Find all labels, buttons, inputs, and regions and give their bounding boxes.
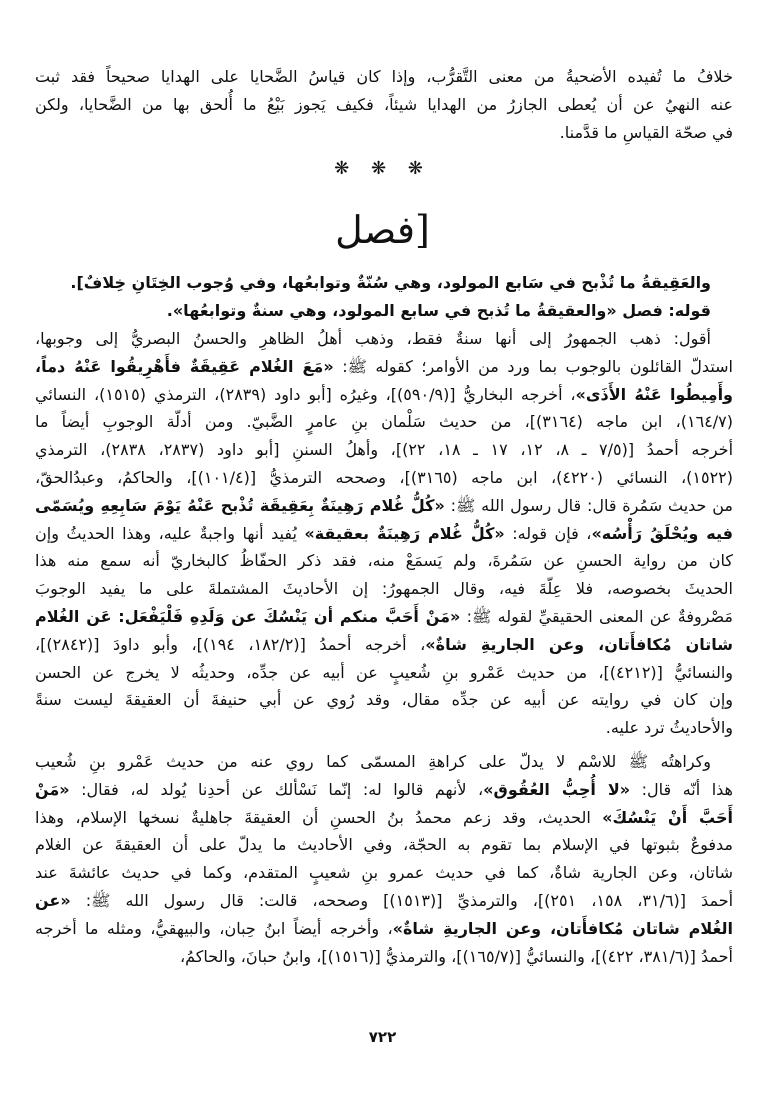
text-segment: عنه النهيُ عن أن يُعطى الجازرُ من الهدايا شيئاً، فكيف يَجوز بَيْعُ ما أُلحق بها من الضَّحايا، ولكن	[35, 94, 733, 114]
text-line	[35, 381, 733, 409]
text-segment: كان من رواية الحسنِ عن سَمُرةَ، ولم يَسمَعْ منه، فقد ذكر الحفّاظُ كالبخاريّ أنه سمع منه هذا	[35, 551, 733, 571]
text-line	[35, 325, 733, 353]
text-line	[35, 859, 733, 887]
text-segment: ، وأخرجه أيضاً ابنُ حِبان، والبيهقيُّ، ومثله ما أخرجه	[35, 918, 393, 938]
section-separator-stars: ❋ ❋ ❋	[334, 158, 431, 179]
text-line	[35, 408, 733, 436]
text-segment: مدفوعٌ بثبوتها في الإسلام بما تقوم به الحجّة، وفي الأحاديث ما يدلّ على أن العقيقةَ عن الغلام	[35, 835, 733, 855]
text-line	[35, 63, 733, 91]
text-line	[35, 353, 733, 381]
text-line	[35, 91, 733, 119]
text-segment: وإن كان في روايته عن أبيه عن جدِّه مقال، وقد رُوي عن أبي حنيفةَ أن العقيقةَ ليست سنةً	[35, 690, 733, 710]
text-segment: (١٦٤/٧)، ابن ماجه (٣١٦٤)]، من حديث سَلْمان بنِ عامرٍ الضَّبيّ. ومن أدلّة الوجوبِ أيضاً ما	[35, 412, 734, 432]
text-segment: مَصْروفةٌ عن المعنى الحقيقيِّ لقوله ﷺ:	[460, 606, 734, 626]
text-line	[35, 776, 733, 804]
text-segment: في صحّة القياسِ ما قدَّمنا.	[559, 122, 733, 142]
text-segment: ، لأنهم قالوا له: إنّما نَسْألك عن أحدِنا يُولد له، فقال:	[69, 779, 484, 799]
commentary-quote	[35, 297, 733, 325]
bold-text-segment: «مَنْ	[35, 779, 70, 799]
bold-text-segment: «لا أُحِبُّ العُقُوق»	[483, 779, 631, 799]
bold-text-segment: أَحَبَّ أَنْ يَنْسُكَ»	[602, 807, 733, 827]
text-line	[35, 915, 733, 943]
text-segment: ، فإن قوله:	[504, 523, 592, 543]
paragraph-karahatuh	[35, 748, 733, 970]
bold-text-segment: الغُلام شاتان مُكافأَتان، وعن الجاريةِ شاةٌ»	[392, 918, 733, 938]
text-line	[35, 269, 733, 297]
text-segment: أقول: ذهب الجمهورُ إلى أنها سنةٌ فقط، وذهب أهلُ الظاهرِ والحسنُ البصريُّ إلى وجوبها،	[35, 329, 711, 348]
bold-text-segment: «مَنْ أَحَبَّ منكم أن يَنْسُكَ عن وَلَدِهِ فَلْيَفْعَل: عَن الغُلام	[35, 606, 461, 626]
paragraph-aqul	[35, 325, 733, 742]
text-line	[35, 575, 733, 603]
text-segment: من حديث سَمُرة قال: قال رسول الله ﷺ:	[444, 495, 733, 515]
text-segment: هذا أنّه قال:	[630, 779, 733, 799]
bold-text-segment: قوله: فصل «والعقيقةُ ما تُذبح في سابع المولود، وهي سنةٌ وتوابعُها».	[166, 301, 711, 320]
text-segment: استدلّ القائلون بالوجوب بما ورد من الأوامر؛ كقوله ﷺ:	[333, 356, 734, 376]
text-line	[35, 603, 733, 631]
text-segment: الحديثَ بخصوصه، فلا عِلّةَ فيه، وقال الجمهورُ: إن الأحاديثَ المشتملةَ على ما يفيد الوجوبَ	[35, 579, 733, 599]
text-segment: أحمدُ [(٣٨١/٦، ٤٢٢)]، والنسائيُّ [(١٦٥/٧)]، والترمذيُّ [(١٥١٦)]، وابنُ حبانَ، والحاكمُ،	[179, 946, 733, 966]
text-segment: يُفيد أنها واجبةٌ عليه، وهذا الحديثُ وإن	[35, 523, 305, 543]
text-line	[35, 748, 733, 776]
text-segment: والأحاديثُ ترد عليه.	[605, 718, 733, 738]
text-line	[35, 520, 733, 548]
text-line	[35, 297, 733, 325]
bold-text-segment: والعَقِيقةُ ما تُذْبح في سَابع المولود، وهي سُنّةٌ وتوابعُها، وفي وُجوب الخِتَانِ خِلافٌ].	[70, 273, 711, 292]
text-line	[35, 831, 733, 859]
text-segment: خلافُ ما تُفيده الأضحيةُ من معنى التَّقرُّب، وإذا كان قياسُ الضَّحايا على الهدايا صحيحاً فقد ثبت	[35, 67, 733, 86]
section-title: [فصل	[335, 208, 430, 252]
text-line	[35, 436, 733, 464]
text-line	[35, 943, 733, 971]
bold-text-segment: «مَعَ الغُلام عَقِيقَةٌ فأَهْرِيقُوا عَنْهُ دماً،	[35, 356, 334, 376]
text-segment: الحديث، وقد زعم محمدُ بنُ الحسنِ أن العقيقةَ جاهليةٌ نسخها الإسلام، وهذا	[35, 807, 603, 827]
bold-text-segment: فيه ويُحْلَقُ رَأْسُه»	[591, 523, 734, 543]
text-line	[35, 631, 733, 659]
text-segment: شاتان، وعن الجارية شاةٌ، كما في حديث عمرو بنِ شعيبٍ المتقدم، وكما في حديث عائشةَ عند	[35, 863, 733, 883]
text-segment: أخرجه أحمدُ [(٧/٥ ـ ٨، ١٢، ١٧ ـ ١٨، ٢٢)]، وأهلُ السننِ [أبو داود (٢٨٣٧، ٢٨٣٨)، الترمذي	[35, 440, 734, 460]
text-line	[35, 804, 733, 832]
text-line	[35, 464, 733, 492]
text-segment: أحمدَ [(٣١/٦، ١٥٨، ٢٥١)]، والترمذيِّ [(١٥١٣)] وصححه، قالت: قال رسول الله ﷺ:	[70, 890, 734, 910]
text-line	[35, 887, 733, 915]
text-line	[35, 659, 733, 687]
bold-text-segment: «كُلُّ غُلام رَهِينَةٌ بعقيقة»	[304, 523, 505, 543]
section-heading	[35, 269, 733, 297]
bold-text-segment: وأَمِيطُوا عَنْهُ الأَذَى»	[575, 384, 733, 404]
text-segment: والنسائيُّ [(٤٢١٢)]، من حديث عَمْرو بنِ شُعيبٍ عن أبيه عن جدِّه، وحديثُه لا يخرج عن الحسن	[35, 662, 734, 682]
text-line	[35, 714, 733, 742]
bold-text-segment: «كُلُّ غُلام رَهِينَةٌ بِعَقِيقَة تُذْبح عَنْهُ يَوْمَ سَابِعِهِ ويُسَمّى	[35, 495, 445, 515]
text-line	[35, 686, 733, 714]
bold-text-segment: «عن	[35, 890, 71, 910]
text-segment: ، أخرجه البخاريُّ [(٥٩٠/٩)]، وغيرُه [أبو داود (٢٨٣٩)، الترمذي (١٥١٥)، النسائي	[35, 384, 576, 404]
text-line	[35, 547, 733, 575]
text-segment: ، أخرجه أحمدُ [(١٨٢/٢، ١٩٤)]، وأبو داودَ [(٢٨٤٢)]،	[35, 634, 426, 654]
page-number: ٧٢٢	[368, 1028, 397, 1046]
paragraph-intro	[35, 63, 733, 146]
text-segment: وكراهتُه ﷺ للاسْم لا يدلّ على كراهةِ المسمّى كما روي عنه من حديث عَمْرو بنِ شُعيب	[35, 752, 711, 771]
bold-text-segment: شاتان مُكافأَتان، وعن الجاريةِ شاةٌ»	[425, 634, 734, 654]
text-segment: (١٥٢٢)، النسائي (٤٢٢٠)، ابن ماجه (٣١٦٥)]، وصححه الترمذيُّ [(١٠١/٤)]، والحاكمُ، وعبدُالحقّ،	[35, 467, 734, 487]
text-line	[35, 492, 733, 520]
text-line	[35, 119, 733, 147]
